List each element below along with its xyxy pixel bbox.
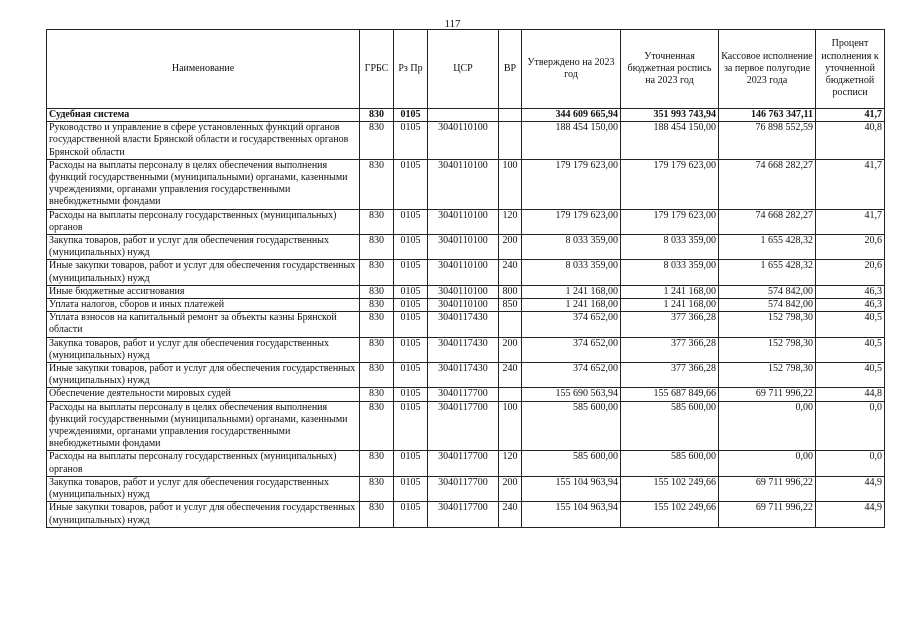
cell-grbs: 830 bbox=[360, 312, 394, 337]
cell-percent: 40,5 bbox=[816, 363, 885, 388]
cell-refined: 155 102 249,66 bbox=[621, 476, 719, 501]
cell-csr: 3040110100 bbox=[428, 285, 499, 298]
cell-csr: 3040110100 bbox=[428, 209, 499, 234]
cell-refined: 179 179 623,00 bbox=[621, 159, 719, 209]
cell-grbs: 830 bbox=[360, 299, 394, 312]
cell-approved: 585 600,00 bbox=[522, 451, 621, 476]
cell-refined: 1 241 168,00 bbox=[621, 285, 719, 298]
cell-percent: 40,5 bbox=[816, 312, 885, 337]
cell-rzpr: 0105 bbox=[394, 159, 428, 209]
cell-name: Уплата налогов, сборов и иных платежей bbox=[47, 299, 360, 312]
cell-approved: 1 241 168,00 bbox=[522, 299, 621, 312]
cell-csr: 3040117700 bbox=[428, 401, 499, 451]
cell-rzpr: 0105 bbox=[394, 363, 428, 388]
cell-vr: 240 bbox=[499, 260, 522, 285]
cell-vr: 200 bbox=[499, 235, 522, 260]
table-row bbox=[47, 209, 885, 234]
cell-grbs: 830 bbox=[360, 109, 394, 122]
cell-csr: 3040117700 bbox=[428, 502, 499, 527]
cell-approved: 188 454 150,00 bbox=[522, 122, 621, 160]
cell-vr bbox=[499, 122, 522, 160]
cell-grbs: 830 bbox=[360, 235, 394, 260]
cell-csr: 3040110100 bbox=[428, 299, 499, 312]
cell-vr: 200 bbox=[499, 337, 522, 362]
cell-approved: 179 179 623,00 bbox=[522, 209, 621, 234]
cell-refined: 155 687 849,66 bbox=[621, 388, 719, 401]
cell-grbs: 830 bbox=[360, 209, 394, 234]
cell-name: Закупка товаров, работ и услуг для обеспечения государственных (муниципальных) нужд bbox=[47, 235, 360, 260]
cell-refined: 377 366,28 bbox=[621, 363, 719, 388]
cell-name: Иные закупки товаров, работ и услуг для обеспечения государственных (муниципальных) нужд bbox=[47, 363, 360, 388]
table-row bbox=[47, 476, 885, 501]
cell-percent: 40,5 bbox=[816, 337, 885, 362]
table-row bbox=[47, 451, 885, 476]
cell-refined: 188 454 150,00 bbox=[621, 122, 719, 160]
cell-name: Руководство и управление в сфере установленных функций органов государственной власти Брянской области и государственных органов Брянской области bbox=[47, 122, 360, 160]
cell-refined: 585 600,00 bbox=[621, 451, 719, 476]
cell-cash: 1 655 428,32 bbox=[719, 235, 816, 260]
cell-cash: 69 711 996,22 bbox=[719, 502, 816, 527]
cell-cash: 74 668 282,27 bbox=[719, 159, 816, 209]
cell-refined: 155 102 249,66 bbox=[621, 502, 719, 527]
cell-cash: 152 798,30 bbox=[719, 337, 816, 362]
cell-approved: 8 033 359,00 bbox=[522, 260, 621, 285]
cell-approved: 155 104 963,94 bbox=[522, 502, 621, 527]
cell-vr: 800 bbox=[499, 285, 522, 298]
page-number: 117 bbox=[444, 18, 461, 30]
header-row bbox=[47, 30, 885, 109]
cell-grbs: 830 bbox=[360, 260, 394, 285]
cell-csr: 3040117700 bbox=[428, 476, 499, 501]
cell-rzpr: 0105 bbox=[394, 209, 428, 234]
cell-rzpr: 0105 bbox=[394, 337, 428, 362]
cell-name: Расходы на выплаты персоналу государственных (муниципальных) органов bbox=[47, 209, 360, 234]
cell-name: Расходы на выплаты персоналу государственных (муниципальных) органов bbox=[47, 451, 360, 476]
cell-grbs: 830 bbox=[360, 451, 394, 476]
budget-table bbox=[46, 29, 885, 528]
cell-name: Уплата взносов на капитальный ремонт за объекты казны Брянской области bbox=[47, 312, 360, 337]
cell-csr: 3040117430 bbox=[428, 312, 499, 337]
table-body bbox=[47, 109, 885, 528]
cell-csr: 3040117430 bbox=[428, 363, 499, 388]
cell-refined: 585 600,00 bbox=[621, 401, 719, 451]
cell-name: Иные закупки товаров, работ и услуг для обеспечения государственных (муниципальных) нужд bbox=[47, 260, 360, 285]
header-name: Наименование bbox=[47, 30, 360, 109]
cell-vr: 240 bbox=[499, 363, 522, 388]
cell-rzpr: 0105 bbox=[394, 285, 428, 298]
cell-vr: 120 bbox=[499, 209, 522, 234]
cell-vr bbox=[499, 388, 522, 401]
cell-name: Иные закупки товаров, работ и услуг для обеспечения государственных (муниципальных) нужд bbox=[47, 502, 360, 527]
cell-approved: 1 241 168,00 bbox=[522, 285, 621, 298]
cell-grbs: 830 bbox=[360, 285, 394, 298]
cell-csr: 3040117430 bbox=[428, 337, 499, 362]
header-grbs: ГРБС bbox=[360, 30, 394, 109]
header-refined: Уточненная бюджетная роспись на 2023 год bbox=[621, 30, 719, 109]
header-vr: ВР bbox=[499, 30, 522, 109]
cell-name: Расходы на выплаты персоналу в целях обеспечения выполнения функций государственными (муниципальными) органами, казенными учреждениями, органами управления государственными внебюджетными фондами bbox=[47, 159, 360, 209]
cell-percent: 41,7 bbox=[816, 209, 885, 234]
cell-vr: 100 bbox=[499, 401, 522, 451]
cell-refined: 377 366,28 bbox=[621, 337, 719, 362]
cell-name: Иные бюджетные ассигнования bbox=[47, 285, 360, 298]
cell-name: Расходы на выплаты персоналу в целях обеспечения выполнения функций государственными (муниципальными) органами, казенными учреждениями, органами управления государственными внебюджетными фондами bbox=[47, 401, 360, 451]
cell-approved: 8 033 359,00 bbox=[522, 235, 621, 260]
cell-rzpr: 0105 bbox=[394, 235, 428, 260]
table-row bbox=[47, 363, 885, 388]
cell-grbs: 830 bbox=[360, 159, 394, 209]
cell-rzpr: 0105 bbox=[394, 401, 428, 451]
table-row-section bbox=[47, 109, 885, 122]
cell-cash: 1 655 428,32 bbox=[719, 260, 816, 285]
cell-name: Обеспечение деятельности мировых судей bbox=[47, 388, 360, 401]
cell-vr bbox=[499, 109, 522, 122]
header-percent: Процент исполнения к уточненной бюджетной росписи bbox=[816, 30, 885, 109]
cell-csr: 3040110100 bbox=[428, 235, 499, 260]
table-row bbox=[47, 260, 885, 285]
cell-approved: 179 179 623,00 bbox=[522, 159, 621, 209]
cell-percent: 46,3 bbox=[816, 299, 885, 312]
cell-cash: 69 711 996,22 bbox=[719, 388, 816, 401]
cell-rzpr: 0105 bbox=[394, 260, 428, 285]
table-row bbox=[47, 388, 885, 401]
table-row bbox=[47, 122, 885, 160]
header-cash: Кассовое исполнение за первое полугодие 2023 года bbox=[719, 30, 816, 109]
cell-cash: 574 842,00 bbox=[719, 285, 816, 298]
cell-grbs: 830 bbox=[360, 363, 394, 388]
cell-cash: 0,00 bbox=[719, 451, 816, 476]
cell-percent: 44,9 bbox=[816, 476, 885, 501]
cell-approved: 585 600,00 bbox=[522, 401, 621, 451]
cell-approved: 374 652,00 bbox=[522, 363, 621, 388]
cell-rzpr: 0105 bbox=[394, 299, 428, 312]
cell-rzpr: 0105 bbox=[394, 451, 428, 476]
cell-grbs: 830 bbox=[360, 122, 394, 160]
cell-csr: 3040110100 bbox=[428, 122, 499, 160]
cell-grbs: 830 bbox=[360, 401, 394, 451]
cell-csr: 3040110100 bbox=[428, 159, 499, 209]
table-row bbox=[47, 159, 885, 209]
cell-csr bbox=[428, 109, 499, 122]
cell-rzpr: 0105 bbox=[394, 312, 428, 337]
cell-approved: 374 652,00 bbox=[522, 337, 621, 362]
cell-vr bbox=[499, 312, 522, 337]
table-row bbox=[47, 235, 885, 260]
cell-vr: 120 bbox=[499, 451, 522, 476]
cell-approved: 374 652,00 bbox=[522, 312, 621, 337]
cell-grbs: 830 bbox=[360, 502, 394, 527]
cell-cash: 74 668 282,27 bbox=[719, 209, 816, 234]
cell-cash: 69 711 996,22 bbox=[719, 476, 816, 501]
table-row bbox=[47, 337, 885, 362]
cell-cash: 76 898 552,59 bbox=[719, 122, 816, 160]
cell-refined: 8 033 359,00 bbox=[621, 260, 719, 285]
cell-vr: 100 bbox=[499, 159, 522, 209]
cell-csr: 3040117700 bbox=[428, 388, 499, 401]
cell-percent: 41,7 bbox=[816, 159, 885, 209]
cell-vr: 240 bbox=[499, 502, 522, 527]
cell-cash: 0,00 bbox=[719, 401, 816, 451]
cell-rzpr: 0105 bbox=[394, 388, 428, 401]
cell-cash: 152 798,30 bbox=[719, 312, 816, 337]
cell-cash: 146 763 347,11 bbox=[719, 109, 816, 122]
cell-percent: 40,8 bbox=[816, 122, 885, 160]
cell-rzpr: 0105 bbox=[394, 109, 428, 122]
cell-csr: 3040117700 bbox=[428, 451, 499, 476]
cell-percent: 0,0 bbox=[816, 401, 885, 451]
header-rzpr: Рз Пр bbox=[394, 30, 428, 109]
cell-approved: 155 690 563,94 bbox=[522, 388, 621, 401]
cell-vr: 850 bbox=[499, 299, 522, 312]
header-approved: Утверждено на 2023 год bbox=[522, 30, 621, 109]
cell-rzpr: 0105 bbox=[394, 122, 428, 160]
cell-approved: 155 104 963,94 bbox=[522, 476, 621, 501]
table-row bbox=[47, 285, 885, 298]
cell-grbs: 830 bbox=[360, 337, 394, 362]
cell-vr: 200 bbox=[499, 476, 522, 501]
cell-refined: 1 241 168,00 bbox=[621, 299, 719, 312]
cell-rzpr: 0105 bbox=[394, 476, 428, 501]
cell-refined: 8 033 359,00 bbox=[621, 235, 719, 260]
cell-refined: 351 993 743,94 bbox=[621, 109, 719, 122]
cell-grbs: 830 bbox=[360, 476, 394, 501]
cell-name: Судебная система bbox=[47, 109, 360, 122]
table-row bbox=[47, 502, 885, 527]
cell-approved: 344 609 665,94 bbox=[522, 109, 621, 122]
cell-name: Закупка товаров, работ и услуг для обеспечения государственных (муниципальных) нужд bbox=[47, 476, 360, 501]
cell-cash: 152 798,30 bbox=[719, 363, 816, 388]
header-csr: ЦСР bbox=[428, 30, 499, 109]
cell-percent: 0,0 bbox=[816, 451, 885, 476]
cell-percent: 44,9 bbox=[816, 502, 885, 527]
cell-percent: 44,8 bbox=[816, 388, 885, 401]
cell-percent: 20,6 bbox=[816, 235, 885, 260]
cell-grbs: 830 bbox=[360, 388, 394, 401]
cell-name: Закупка товаров, работ и услуг для обеспечения государственных (муниципальных) нужд bbox=[47, 337, 360, 362]
cell-csr: 3040110100 bbox=[428, 260, 499, 285]
table-row bbox=[47, 299, 885, 312]
cell-percent: 46,3 bbox=[816, 285, 885, 298]
table-row bbox=[47, 312, 885, 337]
cell-percent: 20,6 bbox=[816, 260, 885, 285]
cell-refined: 377 366,28 bbox=[621, 312, 719, 337]
cell-refined: 179 179 623,00 bbox=[621, 209, 719, 234]
cell-rzpr: 0105 bbox=[394, 502, 428, 527]
cell-percent: 41,7 bbox=[816, 109, 885, 122]
cell-cash: 574 842,00 bbox=[719, 299, 816, 312]
table-row bbox=[47, 401, 885, 451]
